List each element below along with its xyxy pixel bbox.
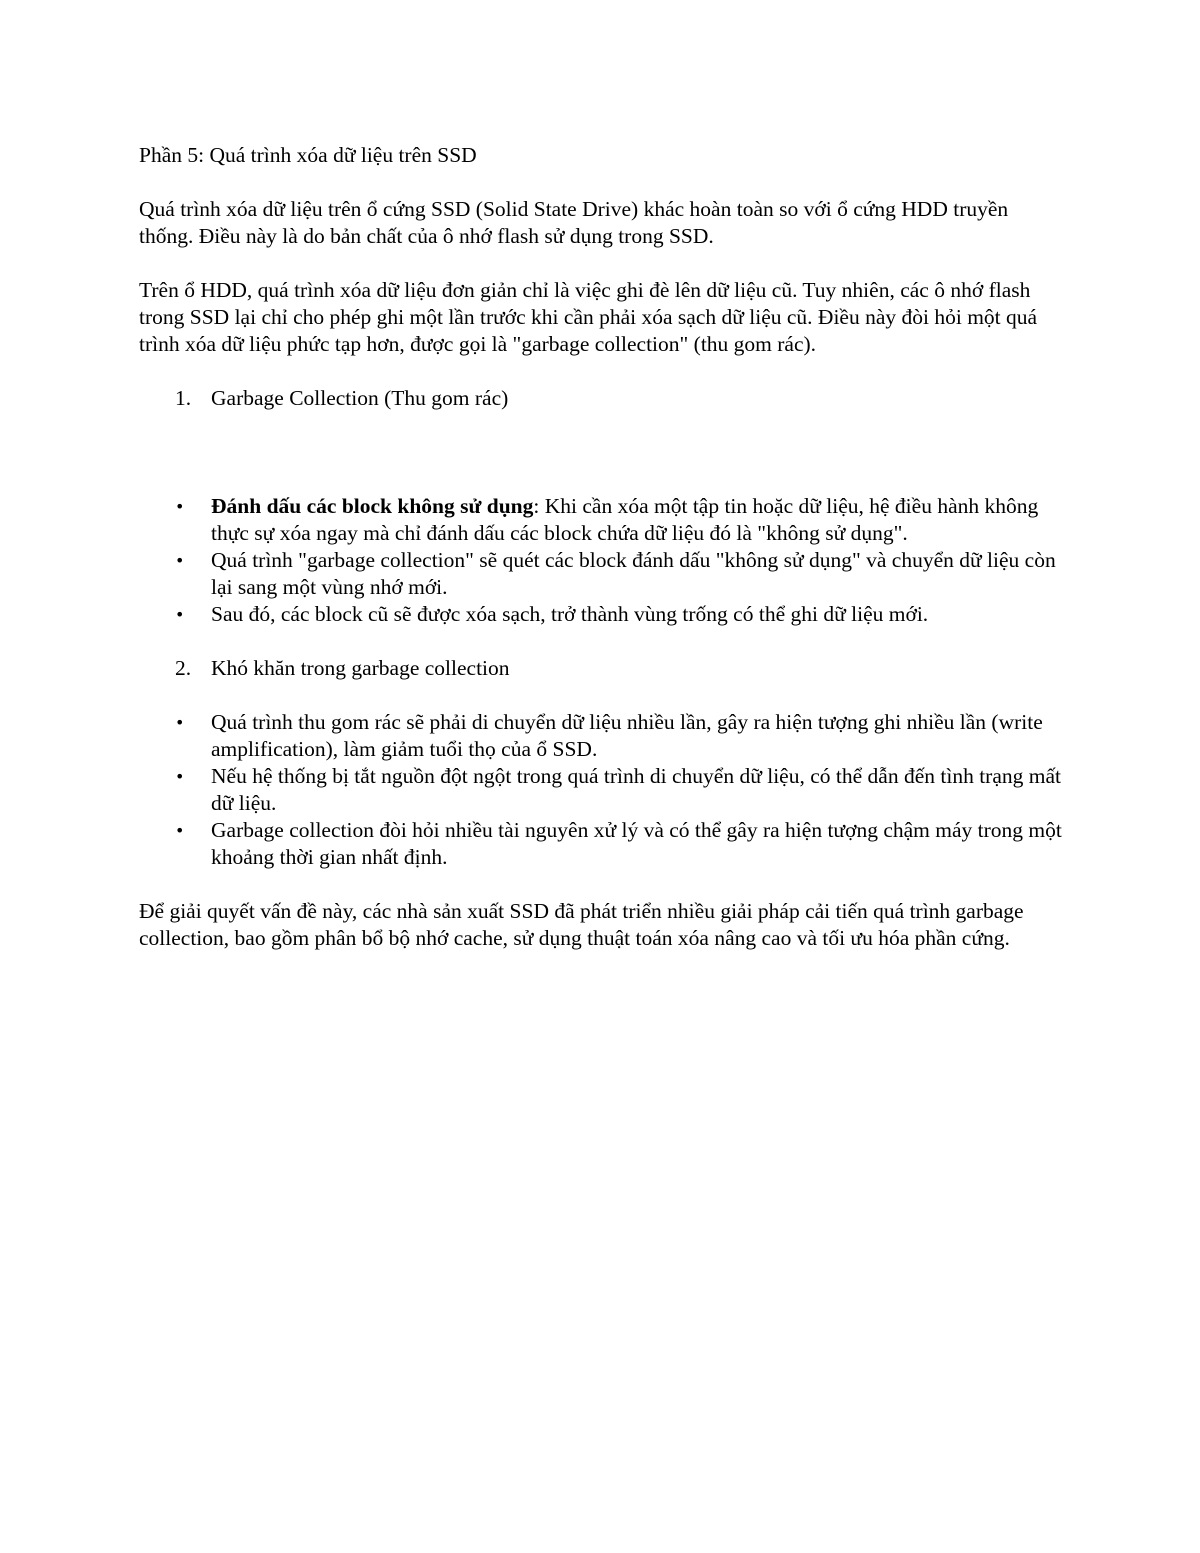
bullet-icon: • <box>175 821 185 840</box>
conclusion-paragraph: Để giải quyết vấn đề này, các nhà sản xuất SSD đã phát triển nhiều giải pháp cải tiến quá trình garbage collection, bao gồm phân bổ bộ nhớ cache, sử dụng thuật toán xóa nâng cao và tối ưu hóa phần cứng. <box>139 899 1024 950</box>
section-spacer <box>139 439 1064 493</box>
bullet-icon: • <box>175 497 185 516</box>
bullet-text: Nếu hệ thống bị tắt nguồn đột ngột trong quá trình di chuyển dữ liệu, có thể dẫn đến tình trạng mất dữ liệu. <box>211 764 1061 815</box>
list-item <box>139 763 1064 817</box>
intro-paragraph: Quá trình xóa dữ liệu trên ổ cứng SSD (Solid State Drive) khác hoàn toàn so với ổ cứng HDD truyền thống. Điều này là do bản chất của ô nhớ flash sử dụng trong SSD. <box>139 197 1009 248</box>
bullet-text: Garbage collection đòi hỏi nhiều tài nguyên xử lý và có thể gây ra hiện tượng chậm máy trong một khoảng thời gian nhất định. <box>211 818 1062 869</box>
bullet-icon: • <box>175 551 185 570</box>
document-body <box>139 142 1064 979</box>
section-number: 2. <box>175 656 192 680</box>
bullet-text: Quá trình "garbage collection" sẽ quét các block đánh dấu "không sử dụng" và chuyển dữ liệu còn lại sang một vùng nhớ mới. <box>211 548 1056 599</box>
list-item <box>139 709 1064 763</box>
list-item <box>139 547 1064 601</box>
section-heading-text: Khó khăn trong garbage collection <box>211 656 510 680</box>
bullet-text: : Khi cần xóa một tập tin hoặc dữ liệu, hệ điều hành không thực sự xóa ngay mà chỉ đánh dấu các block chứa dữ liệu đó là "không sử dụng". <box>211 494 1039 545</box>
hdd-comparison-paragraph: Trên ổ HDD, quá trình xóa dữ liệu đơn giản chỉ là việc ghi đè lên dữ liệu cũ. Tuy nhiên, các ô nhớ flash trong SSD lại chỉ cho phép ghi một lần trước khi cần phải xóa sạch dữ liệu cũ. Điều này đòi hỏi một quá trình xóa dữ liệu phức tạp hơn, được gọi là "garbage collection" (thu gom rác). <box>139 278 1038 356</box>
bullet-bold-term: Đánh dấu các block không sử dụng <box>211 494 534 518</box>
list-item <box>139 601 1064 628</box>
section-number: 1. <box>175 386 192 410</box>
list-item <box>139 493 1064 547</box>
list-item <box>139 817 1064 871</box>
bullet-icon: • <box>175 605 185 624</box>
section-heading-garbage-collection <box>139 385 1064 412</box>
section-heading-difficulties <box>139 655 1064 682</box>
bullet-icon: • <box>175 713 185 732</box>
bullet-text: Quá trình thu gom rác sẽ phải di chuyển dữ liệu nhiều lần, gây ra hiện tượng ghi nhiều lần (write amplification), làm giảm tuổi thọ của ổ SSD. <box>211 710 1043 761</box>
bullet-icon: • <box>175 767 185 786</box>
section-heading-text: Garbage Collection (Thu gom rác) <box>211 386 509 410</box>
document-title: Phần 5: Quá trình xóa dữ liệu trên SSD <box>139 143 477 167</box>
bullet-text: Sau đó, các block cũ sẽ được xóa sạch, trở thành vùng trống có thể ghi dữ liệu mới. <box>211 602 929 626</box>
bullet-list-difficulties <box>139 709 1064 871</box>
bullet-list-garbage-collection <box>139 493 1064 628</box>
